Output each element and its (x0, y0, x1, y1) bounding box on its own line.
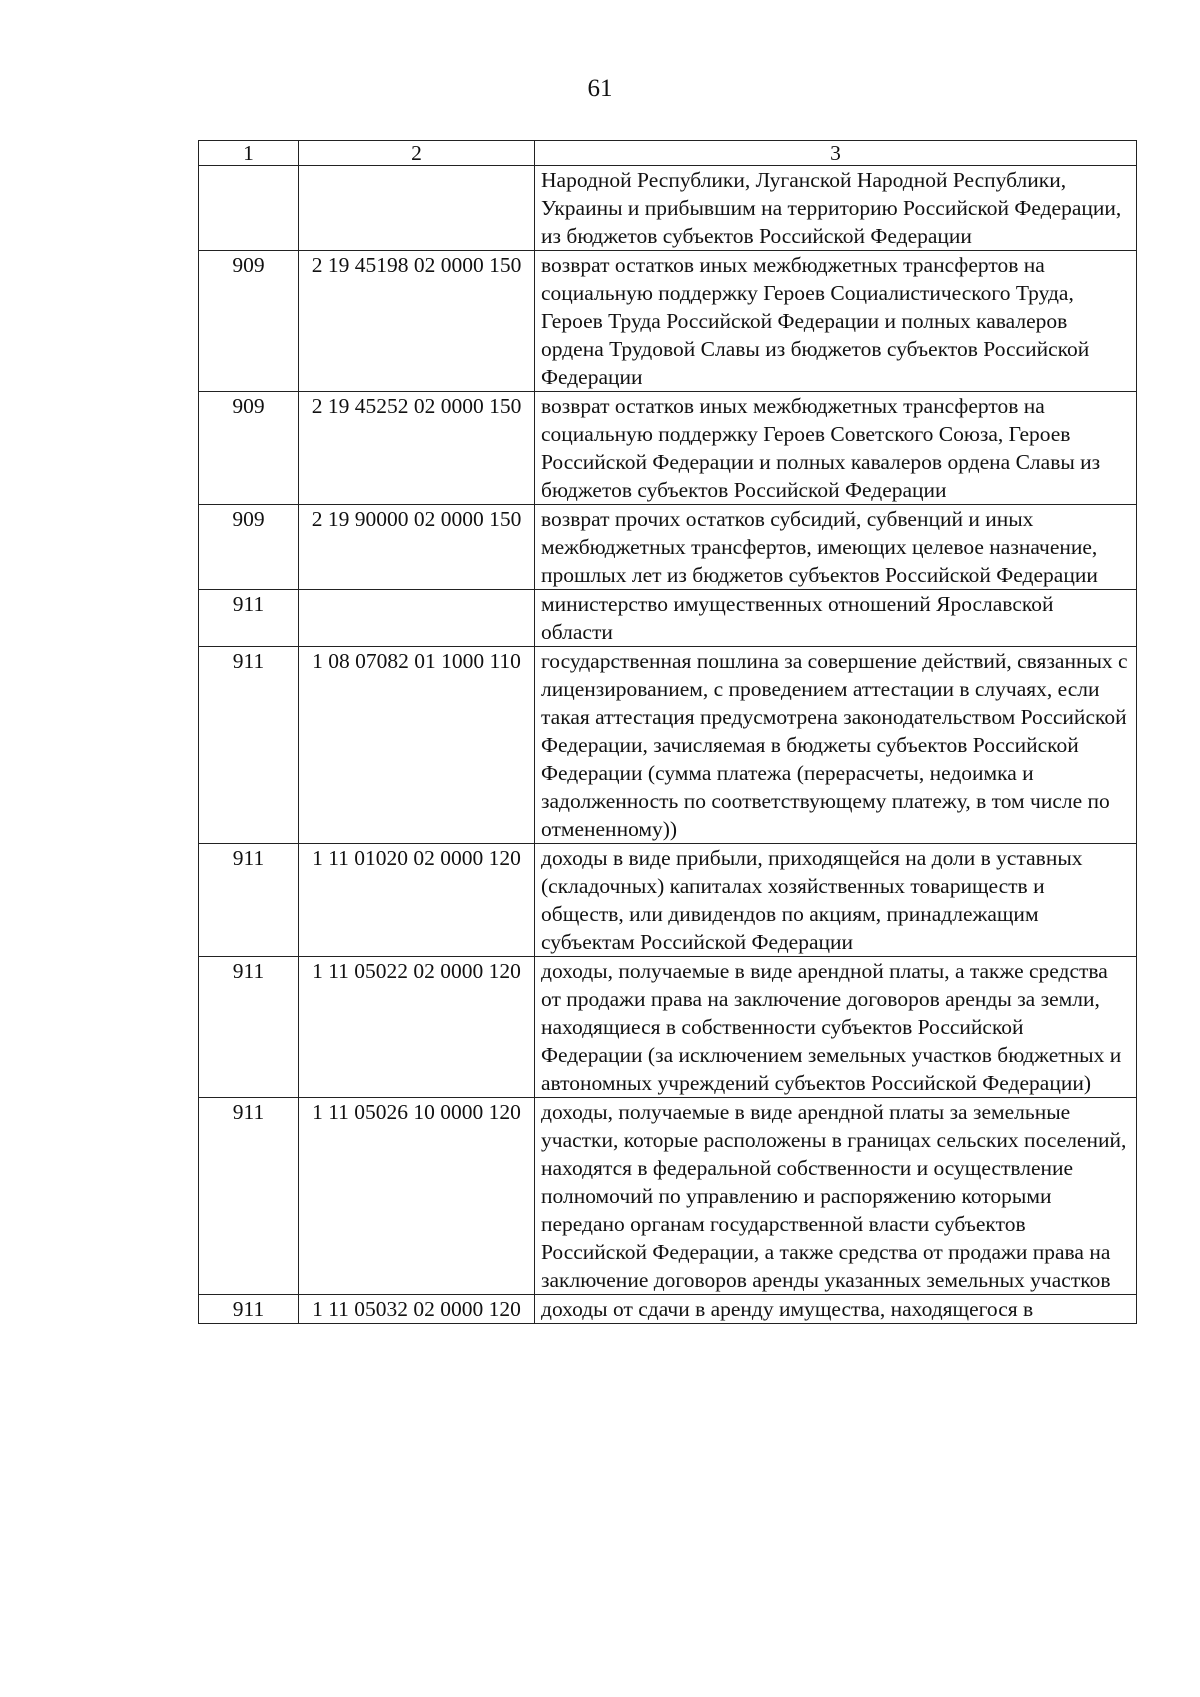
description-cell: возврат остатков иных межбюджетных трансфертов на социальную поддержку Героев Советского Союза, Героев Российской Федерации и полных кавалеров ордена Славы из бюджетов субъектов Российской Федерации (535, 392, 1137, 505)
page-number: 61 (587, 75, 613, 102)
revenue-codes-table (198, 140, 1137, 1324)
budget-code-cell: 1 08 07082 01 1000 110 (299, 647, 535, 844)
description-cell: доходы, получаемые в виде арендной платы, а также средства от продажи права на заключение договоров аренды за земли, находящиеся в собственности субъектов Российской Федерации (за исключением земельных участков бюджетных и автономных учреждений субъектов Российской Федерации) (535, 957, 1137, 1098)
header-col-1: 1 (199, 141, 299, 166)
header-col-3: 3 (535, 141, 1137, 166)
admin-code-cell: 909 (199, 392, 299, 505)
description-cell: Народной Республики, Луганской Народной Республики, Украины и прибывшим на территорию Российской Федерации, из бюджетов субъектов Российской Федерации (535, 166, 1137, 251)
budget-code-cell: 1 11 05032 02 0000 120 (299, 1295, 535, 1324)
table-row (199, 166, 1137, 251)
admin-code-cell: 911 (199, 590, 299, 647)
budget-code-cell: 1 11 05022 02 0000 120 (299, 957, 535, 1098)
table-row (199, 1098, 1137, 1295)
table-row (199, 957, 1137, 1098)
description-cell: государственная пошлина за совершение действий, связанных с лицензированием, с проведением аттестации в случаях, если такая аттестация предусмотрена законодательством Российской Федерации, зачисляемая в бюджеты субъектов Российской Федерации (сумма платежа (перерасчеты, недоимка и задолженность по соответствующему платежу, в том числе по отмененному)) (535, 647, 1137, 844)
budget-code-cell: 2 19 45198 02 0000 150 (299, 251, 535, 392)
table-row (199, 844, 1137, 957)
admin-code-cell: 911 (199, 1098, 299, 1295)
table-row (199, 1295, 1137, 1324)
budget-code-cell: 1 11 05026 10 0000 120 (299, 1098, 535, 1295)
table-header-row (199, 141, 1137, 166)
admin-code-cell: 911 (199, 647, 299, 844)
admin-code-cell: 911 (199, 1295, 299, 1324)
budget-code-cell: 2 19 45252 02 0000 150 (299, 392, 535, 505)
description-cell: министерство имущественных отношений Ярославской области (535, 590, 1137, 647)
budget-code-cell: 1 11 01020 02 0000 120 (299, 844, 535, 957)
admin-code-cell (199, 166, 299, 251)
admin-code-cell: 911 (199, 844, 299, 957)
table-row (199, 590, 1137, 647)
budget-code-cell (299, 590, 535, 647)
admin-code-cell: 909 (199, 505, 299, 590)
table-row (199, 505, 1137, 590)
table-row (199, 647, 1137, 844)
description-cell: доходы в виде прибыли, приходящейся на доли в уставных (складочных) капиталах хозяйственных товариществ и обществ, или дивидендов по акциям, принадлежащим субъектам Российской Федерации (535, 844, 1137, 957)
description-cell: доходы, получаемые в виде арендной платы за земельные участки, которые расположены в границах сельских поселений, находятся в федеральной собственности и осуществление полномочий по управлению и распоряжению которыми передано органам государственной власти субъектов Российской Федерации, а также средства от продажи права на заключение договоров аренды указанных земельных участков (535, 1098, 1137, 1295)
budget-code-cell: 2 19 90000 02 0000 150 (299, 505, 535, 590)
table-row (199, 392, 1137, 505)
table-row (199, 251, 1137, 392)
description-cell: доходы от сдачи в аренду имущества, находящегося в (535, 1295, 1137, 1324)
admin-code-cell: 911 (199, 957, 299, 1098)
admin-code-cell: 909 (199, 251, 299, 392)
budget-code-cell (299, 166, 535, 251)
header-col-2: 2 (299, 141, 535, 166)
description-cell: возврат остатков иных межбюджетных трансфертов на социальную поддержку Героев Социалистического Труда, Героев Труда Российской Федерации и полных кавалеров ордена Трудовой Славы из бюджетов субъектов Российской Федерации (535, 251, 1137, 392)
description-cell: возврат прочих остатков субсидий, субвенций и иных межбюджетных трансфертов, имеющих целевое назначение, прошлых лет из бюджетов субъектов Российской Федерации (535, 505, 1137, 590)
